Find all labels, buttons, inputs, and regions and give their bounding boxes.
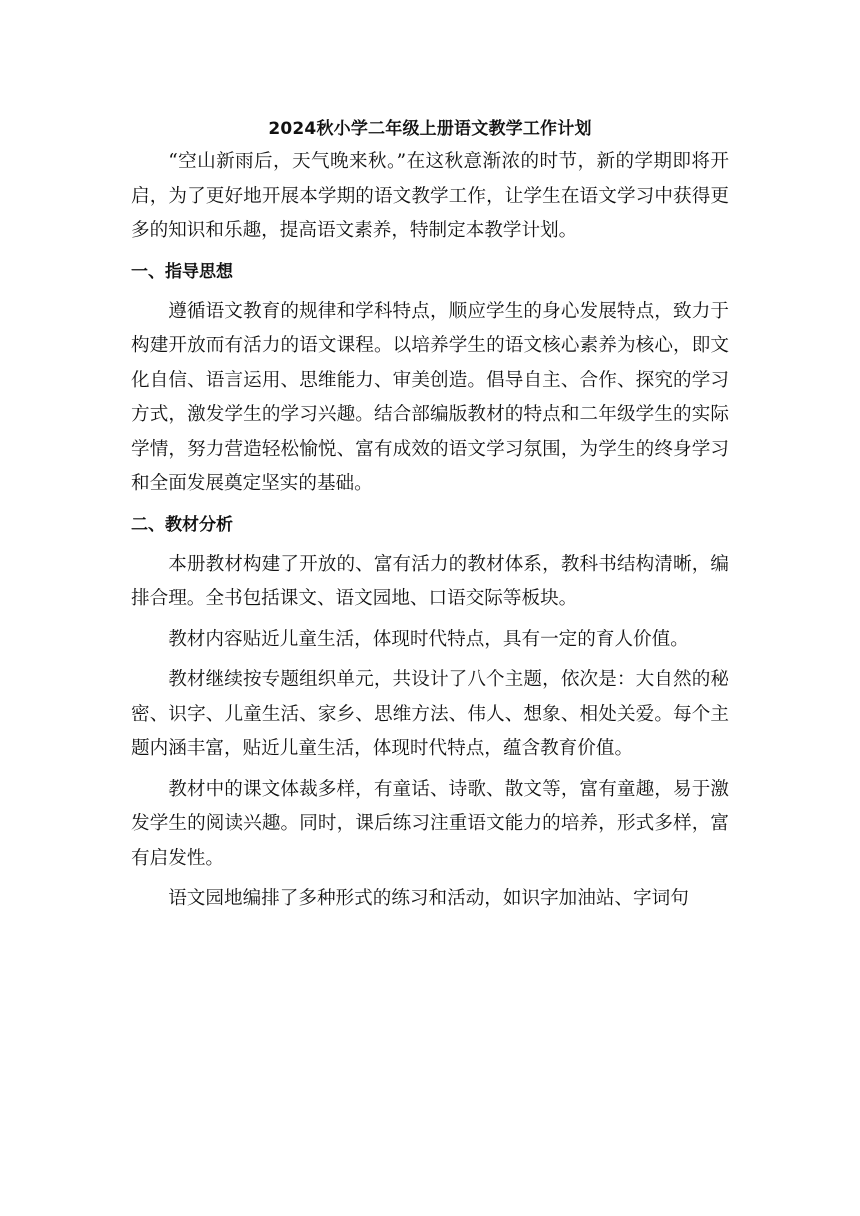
textbook-analysis-paragraph-3: 教材继续按专题组织单元，共设计了八个主题，依次是：大自然的秘密、识字、儿童生活、家乡、思维方法、伟人、想象、相处关爱。每个主题内涵丰富，贴近儿童生活，体现时代特点，蕴含教育价值。	[131, 669, 729, 759]
document-body	[131, 113, 729, 917]
textbook-analysis-paragraph-1: 本册教材构建了开放的、富有活力的教材体系，教科书结构清晰，编排合理。全书包括课文、语文园地、口语交际等板块。	[131, 553, 729, 609]
section-heading-guiding-thought: 一、指导思想	[131, 261, 233, 282]
intro-paragraph: “空山新雨后，天气晚来秋。”在这秋意渐浓的时节，新的学期即将开启，为了更好地开展本学期的语文教学工作，让学生在语文学习中获得更多的知识和乐趣，提高语文素养，特制定本教学计划。	[131, 151, 729, 241]
section-heading-textbook-analysis: 二、教材分析	[131, 514, 233, 535]
textbook-analysis-paragraph-2: 教材内容贴近儿童生活，体现时代特点，具有一定的育人价值。	[168, 628, 689, 650]
guiding-thought-paragraph: 遵循语文教育的规律和学科特点，顺应学生的身心发展特点，致力于构建开放而有活力的语文课程。以培养学生的语文核心素养为核心，即文化自信、语言运用、思维能力、审美创造。倡导自主、合作、探究的学习方式，激发学生的学习兴趣。结合部编版教材的特点和二年级学生的实际学情，努力营造轻松愉悦、富有成效的语文学习氛围，为学生的终身学习和全面发展奠定坚实的基础。	[131, 300, 729, 494]
textbook-analysis-paragraph-5: 语文园地编排了多种形式的练习和活动，如识字加油站、字词句	[168, 888, 689, 909]
textbook-analysis-paragraph-4: 教材中的课文体裁多样，有童话、诗歌、散文等，富有童趣，易于激发学生的阅读兴趣。同时，课后练习注重语文能力的培养，形式多样，富有启发性。	[131, 778, 729, 869]
document-title: 2024秋小学二年级上册语文教学工作计划	[268, 119, 592, 139]
